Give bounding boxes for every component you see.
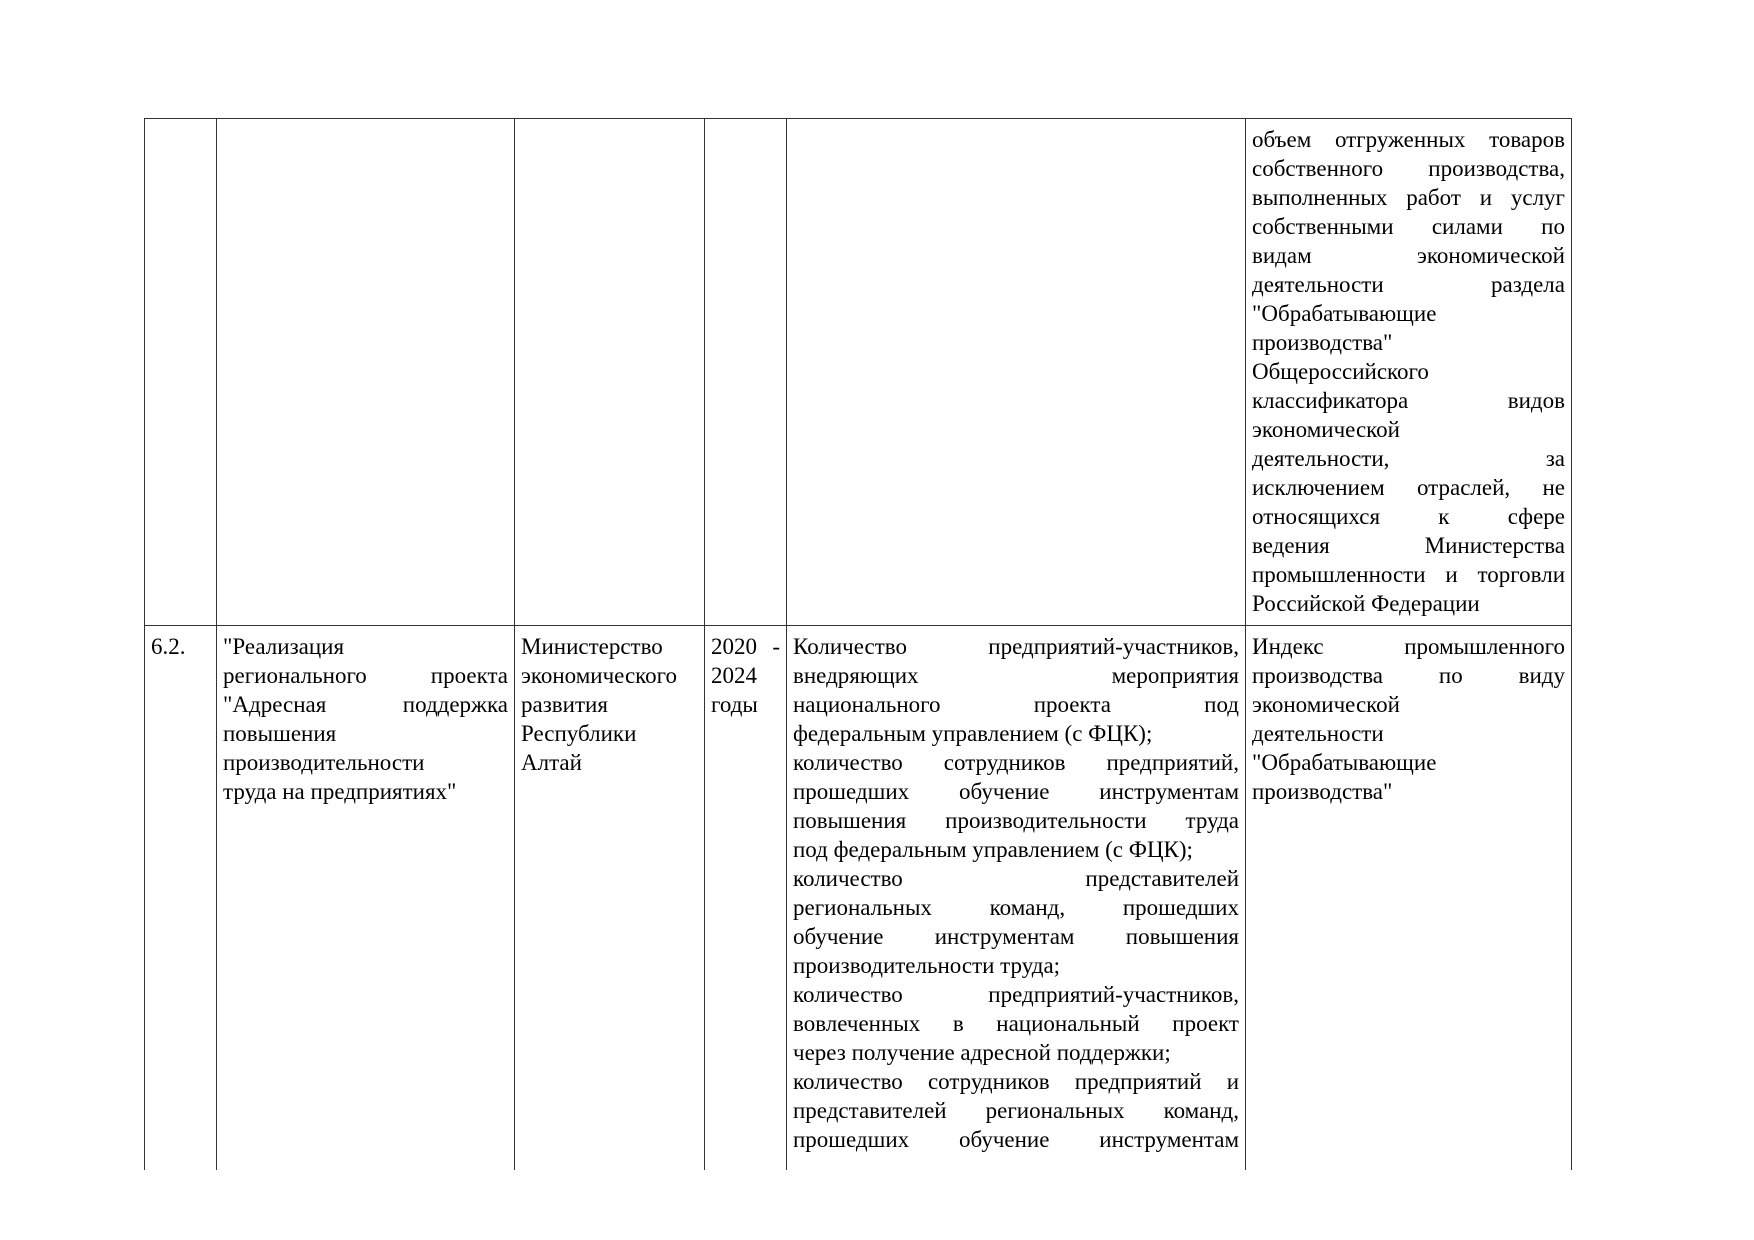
indicator-line: экономической [1252,692,1400,717]
cell-indicator [1246,626,1572,1171]
cell-measure-name [217,119,515,626]
executor-line: развития [521,692,608,717]
measure-name-line: производительности [223,750,425,775]
results-line: количество представителей [793,866,1239,891]
program-measures-table [144,118,1572,1170]
measure-name-line: труда на предприятиях" [223,779,457,804]
results-line: представителей региональных команд, [793,1098,1239,1123]
period-line: 2024 [711,663,757,688]
executor-line: экономического [521,663,678,688]
indicator-line: собственного производства, [1252,156,1565,181]
measure-name-line: "Адресная поддержка [223,692,508,717]
results-line: повышения производительности труда [793,808,1239,833]
indicator-line: деятельности [1252,721,1384,746]
cell-results [787,626,1246,1171]
indicator-line: видам экономической [1252,243,1565,268]
indicator-line: промышленности и торговли [1252,562,1565,587]
indicator-line: исключением отраслей, не [1252,475,1565,500]
indicator-line: собственными силами по [1252,214,1565,239]
indicator-line: Общероссийского [1252,359,1429,384]
indicator-line: объем отгруженных товаров [1252,127,1565,152]
executor-line: Алтай [521,750,582,775]
results-line: обучение инструментам повышения [793,924,1239,949]
results-line: вовлеченных в национальный проект [793,1011,1239,1036]
indicator-line: производства" [1252,779,1393,804]
cell-measure-name [217,626,515,1171]
indicator-line: Индекс промышленного [1252,634,1565,659]
cell-number [145,119,217,626]
cell-number: 6.2. [145,626,217,1171]
indicator-line: выполненных работ и услуг [1252,185,1565,210]
results-line: под федеральным управлением (с ФЦК); [793,837,1193,862]
table-row-continuation [145,119,1572,626]
measure-name-line: регионального проекта [223,663,508,688]
results-line: региональных команд, прошедших [793,895,1239,920]
results-line: количество сотрудников предприятий и [793,1069,1239,1094]
results-line: через получение адресной поддержки; [793,1040,1171,1065]
cell-period [705,626,787,1171]
results-line: федеральным управлением (с ФЦК); [793,721,1153,746]
results-line: прошедших обучение инструментам [793,1127,1239,1152]
cell-executor [515,119,705,626]
indicator-line: деятельности, за [1252,446,1565,471]
cell-period [705,119,787,626]
period-line: 2020 - [711,634,780,659]
indicator-line: производства по виду [1252,663,1565,688]
results-line: количество сотрудников предприятий, [793,750,1239,775]
cell-indicator [1246,119,1572,626]
indicator-line: "Обрабатывающие [1252,301,1437,326]
results-line: прошедших обучение инструментам [793,779,1239,804]
indicator-line: "Обрабатывающие [1252,750,1437,775]
results-line: количество предприятий-участников, [793,982,1239,1007]
cell-executor [515,626,705,1171]
indicator-line: относящихся к сфере [1252,504,1565,529]
executor-line: Министерство [521,634,663,659]
results-line: национального проекта под [793,692,1239,717]
indicator-line: классификатора видов [1252,388,1565,413]
cell-results [787,119,1246,626]
indicator-line: деятельности раздела [1252,272,1565,297]
results-line: внедряющих мероприятия [793,663,1239,688]
executor-line: Республики [521,721,637,746]
measure-name-line: "Реализация [223,634,345,659]
indicator-line: производства" [1252,330,1393,355]
indicator-line: Российской Федерации [1252,591,1480,616]
table-row-measure-6-2 [145,626,1572,1171]
measure-name-line: повышения [223,721,337,746]
results-line: производительности труда; [793,953,1061,978]
indicator-line: экономической [1252,417,1400,442]
indicator-line: ведения Министерства [1252,533,1565,558]
results-line: Количество предприятий-участников, [793,634,1239,659]
period-line: годы [711,692,758,717]
